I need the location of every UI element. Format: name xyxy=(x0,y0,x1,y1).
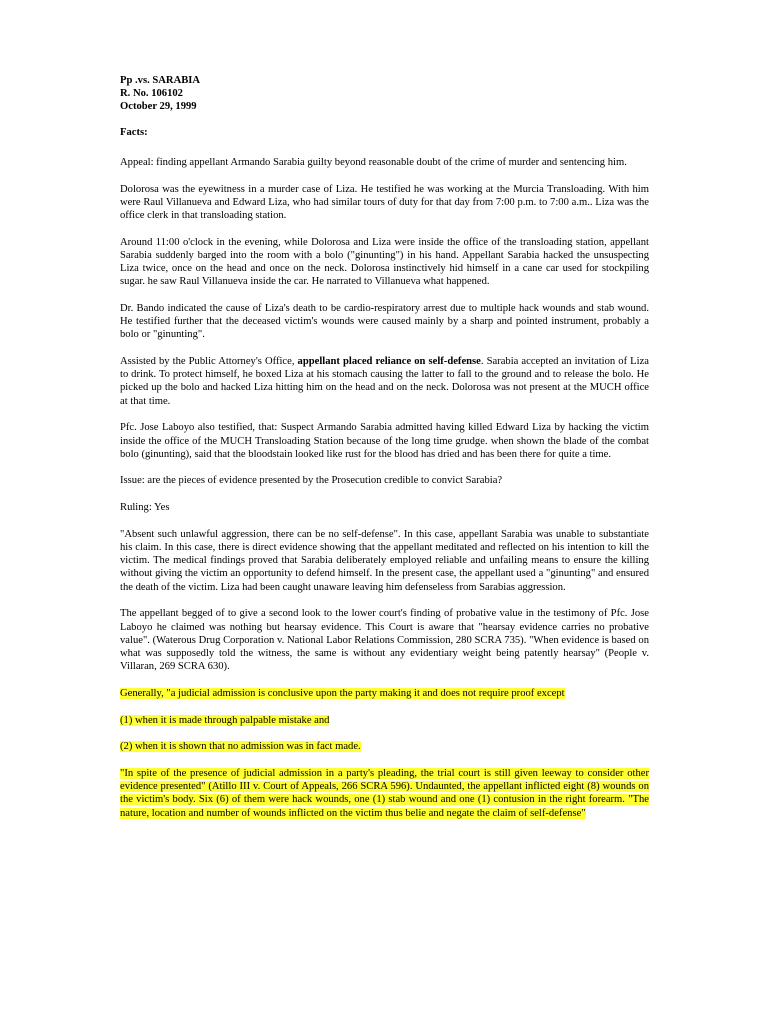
paragraph-laboyo: Pfc. Jose Laboyo also testified, that: Suspect Armando Sarabia admitted having killed Edward Liza by hacking the victim inside the office of the MUCH Transloading Station because of the long time grudge. when shown the blade of the combat bolo (ginunting), said that the bloodstain looked like rust for the blood has dried and has been there for quite a time. xyxy=(120,422,649,460)
issue-text: Issue: are the pieces of evidence presented by the Prosecution credible to convict Sarabia? xyxy=(120,475,503,487)
highlight-leeway-text: "In spite of the presence of judicial admission in a party's pleading, the trial court is still given leeway to consider other evidence presented" (Atillo III v. Court of Appeals, 266 SCRA 596). Undaunted, the appellant inflicted eight (8) wounds on the victim's body. Six (6) of them were hack wounds, one (1) stab wound and one (1) contusion in the right forearm. "The nature, location and number of wounds inflicted on the victim thus belie and negate the claim of self-defense" xyxy=(120,768,649,819)
case-title: Pp .vs. SARABIA xyxy=(120,75,201,86)
highlight-leeway xyxy=(120,767,649,820)
facts-heading: Facts: xyxy=(120,126,148,138)
paragraph-defense xyxy=(120,355,649,408)
defense-rest: . Sarabia accepted an invitation of Liza to drink. To protect himself, he boxed Liza at his stomach causing the latter to fall to the ground and to release the bolo. He picked up the bolo and hacked Liza hitting him on the head and on the neck. Dolorosa was not present at the MUCH office at that time. xyxy=(120,356,649,407)
paragraph-appeal: Appeal: finding appellant Armando Sarabia guilty beyond reasonable doubt of the crime of murder and sentencing him. xyxy=(120,156,627,168)
paragraph-incident: Around 11:00 o'clock in the evening, while Dolorosa and Liza were inside the office of the transloading station, appellant Sarabia suddenly barged into the room with a bolo ("ginunting") in his hand. Appellant Sarabia hacked the unsuspecting Liza twice, once on the head and once on the neck. Dolorosa instinctively hid himself in a cane car used for stockpiling sugar. he saw Raul Villanueva inside the car. He narrated to Villanueva what happened. xyxy=(120,236,649,288)
highlight-exception-1 xyxy=(120,714,649,727)
defense-emphasis: appellant placed reliance on self-defense xyxy=(297,356,481,368)
highlight-judicial-admission xyxy=(120,687,649,700)
ruling-text: Ruling: Yes xyxy=(120,502,170,514)
case-number: R. No. 106102 xyxy=(120,88,183,100)
highlight-judicial-admission-text: Generally, "a judicial admission is conclusive upon the party making it and does not require proof except xyxy=(120,687,565,699)
case-date: October 29, 1999 xyxy=(120,101,197,113)
document-body xyxy=(120,74,649,833)
highlight-exception-2-text: (2) when it is shown that no admission was in fact made. xyxy=(120,741,361,753)
defense-intro: Assisted by the Public Attorney's Office, xyxy=(120,356,298,368)
paragraph-aggression: "Absent such unlawful aggression, there can be no self-defense". In this case, appellant Sarabia was unable to substantiate his claim. In this case, there is direct evidence showing that the appellant meditated and reflected on his intention to kill the victim. The medical findings proved that Sarabia deliberately employed reliable and unfailing means to ensure the killing without giving the victim an opportunity to defend himself. In the present case, the appellant used a "ginunting" and ensured the death of the victim. Liza had been caught unaware leaving him defenseless from Sarabias aggression. xyxy=(120,528,649,593)
highlight-exception-2 xyxy=(120,740,649,753)
case-header xyxy=(120,74,649,114)
paragraph-hearsay: The appellant begged of to give a second look to the lower court's finding of probative value in the testimony of Pfc. Jose Laboyo he claimed was nothing but hearsay evidence. This Court is aware that "hearsay evidence carries no probative value". (Waterous Drug Corporation v. National Labor Relations Commission, 280 SCRA 735). "When evidence is based on what was supposedly told the witness, the same is without any evidentiary weight being patently hearsay" (People v. Villaran, 269 SCRA 630). xyxy=(120,608,649,673)
paragraph-eyewitness: Dolorosa was the eyewitness in a murder case of Liza. He testified he was working at the Murcia Transloading. With him were Raul Villanueva and Edward Liza, who had similar tours of duty for that day from 7:00 p.m. to 7:00 a.m.. Liza was the office clerk in that transloading station. xyxy=(120,183,649,221)
paragraph-medical: Dr. Bando indicated the cause of Liza's death to be cardio-respiratory arrest due to multiple hack wounds and stab wound. He testified further that the deceased victim's wounds were caused mainly by a sharp and pointed instrument, probably a bolo or "ginunting". xyxy=(120,302,649,341)
highlight-exception-1-text: (1) when it is made through palpable mistake and xyxy=(120,714,330,726)
